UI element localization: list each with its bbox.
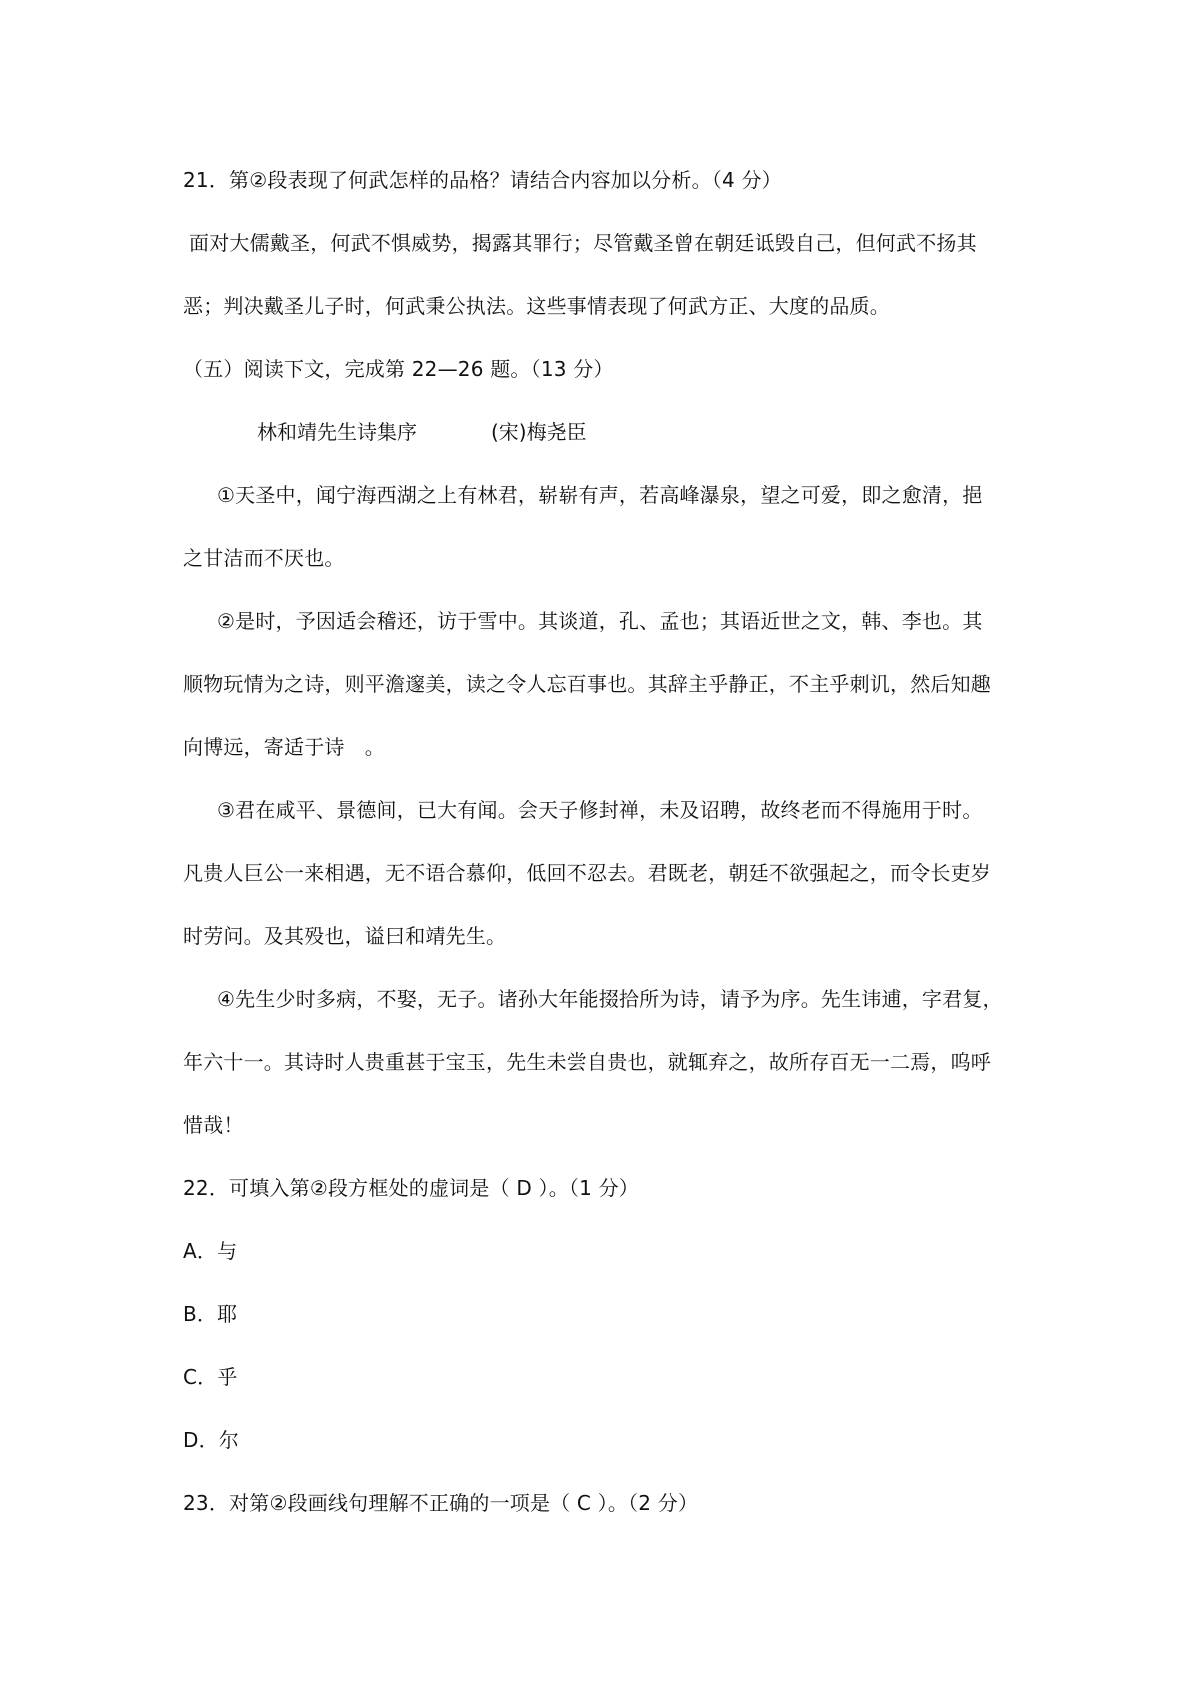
section-5-heading: （五）阅读下文，完成第 22—26 题。（13 分） [183,357,614,381]
paragraph-2-line-1: ②是时，予因适会稽还，访于雪中。其谈道，孔、孟也；其语近世之文，韩、李也。其 [217,609,983,633]
paragraph-2-line-2: 顺物玩情为之诗，则平澹邃美，读之令人忘百事也。其辞主乎静正，不主乎刺讥，然后知趣 [183,672,991,696]
q22-option-a: A．与 [183,1239,238,1263]
paragraph-1-line-1: ①天圣中，闻宁海西湖之上有林君，崭崭有声，若高峰瀑泉，望之可爱，即之愈清，挹 [217,483,983,507]
paragraph-3-line-3: 时劳问。及其殁也，谥曰和靖先生。 [183,924,507,948]
q21-answer-line-2: 恶；判决戴圣儿子时，何武秉公执法。这些事情表现了何武方正、大度的品质。 [183,294,890,318]
q22-option-c: C．乎 [183,1365,238,1389]
text-title: 林和靖先生诗集序 [257,420,417,444]
paragraph-1-line-2: 之甘洁而不厌也。 [183,546,345,570]
text-author: (宋)梅尧臣 [491,420,587,444]
q21-answer-line-1: 面对大儒戴圣，何武不惧威势，揭露其罪行；尽管戴圣曾在朝廷诋毁自己，但何武不扬其 [189,231,977,255]
q23-question: 23．对第②段画线句理解不正确的一项是（ C ）。（2 分） [183,1491,699,1515]
paragraph-4-line-2: 年六十一。其诗时人贵重甚于宝玉，先生未尝自贵也，就辄弃之，故所存百无一二焉，呜呼 [183,1050,991,1074]
paragraph-3-line-1: ③君在咸平、景德间，已大有闻。会天子修封禅，未及诏聘，故终老而不得施用于时。 [217,798,983,822]
paragraph-4-line-1: ④先生少时多病，不娶，无子。诸孙大年能掇拾所为诗，请予为序。先生讳逋，字君复， [217,987,1003,1011]
q22-question: 22．可填入第②段方框处的虚词是（ D ）。（1 分） [183,1176,639,1200]
q22-option-b: B．耶 [183,1302,238,1326]
paragraph-2-line-3: 向博远，寄适于诗 。 [183,735,385,759]
paragraph-3-line-2: 凡贵人巨公一来相遇，无不语合慕仰，低回不忍去。君既老，朝廷不欲强起之，而令长吏岁 [183,861,991,885]
q22-option-d: D．尔 [183,1428,240,1452]
paragraph-4-line-3: 惜哉！ [183,1113,244,1137]
q21-question: 21．第②段表现了何武怎样的品格？请结合内容加以分析。（4 分） [183,168,782,192]
